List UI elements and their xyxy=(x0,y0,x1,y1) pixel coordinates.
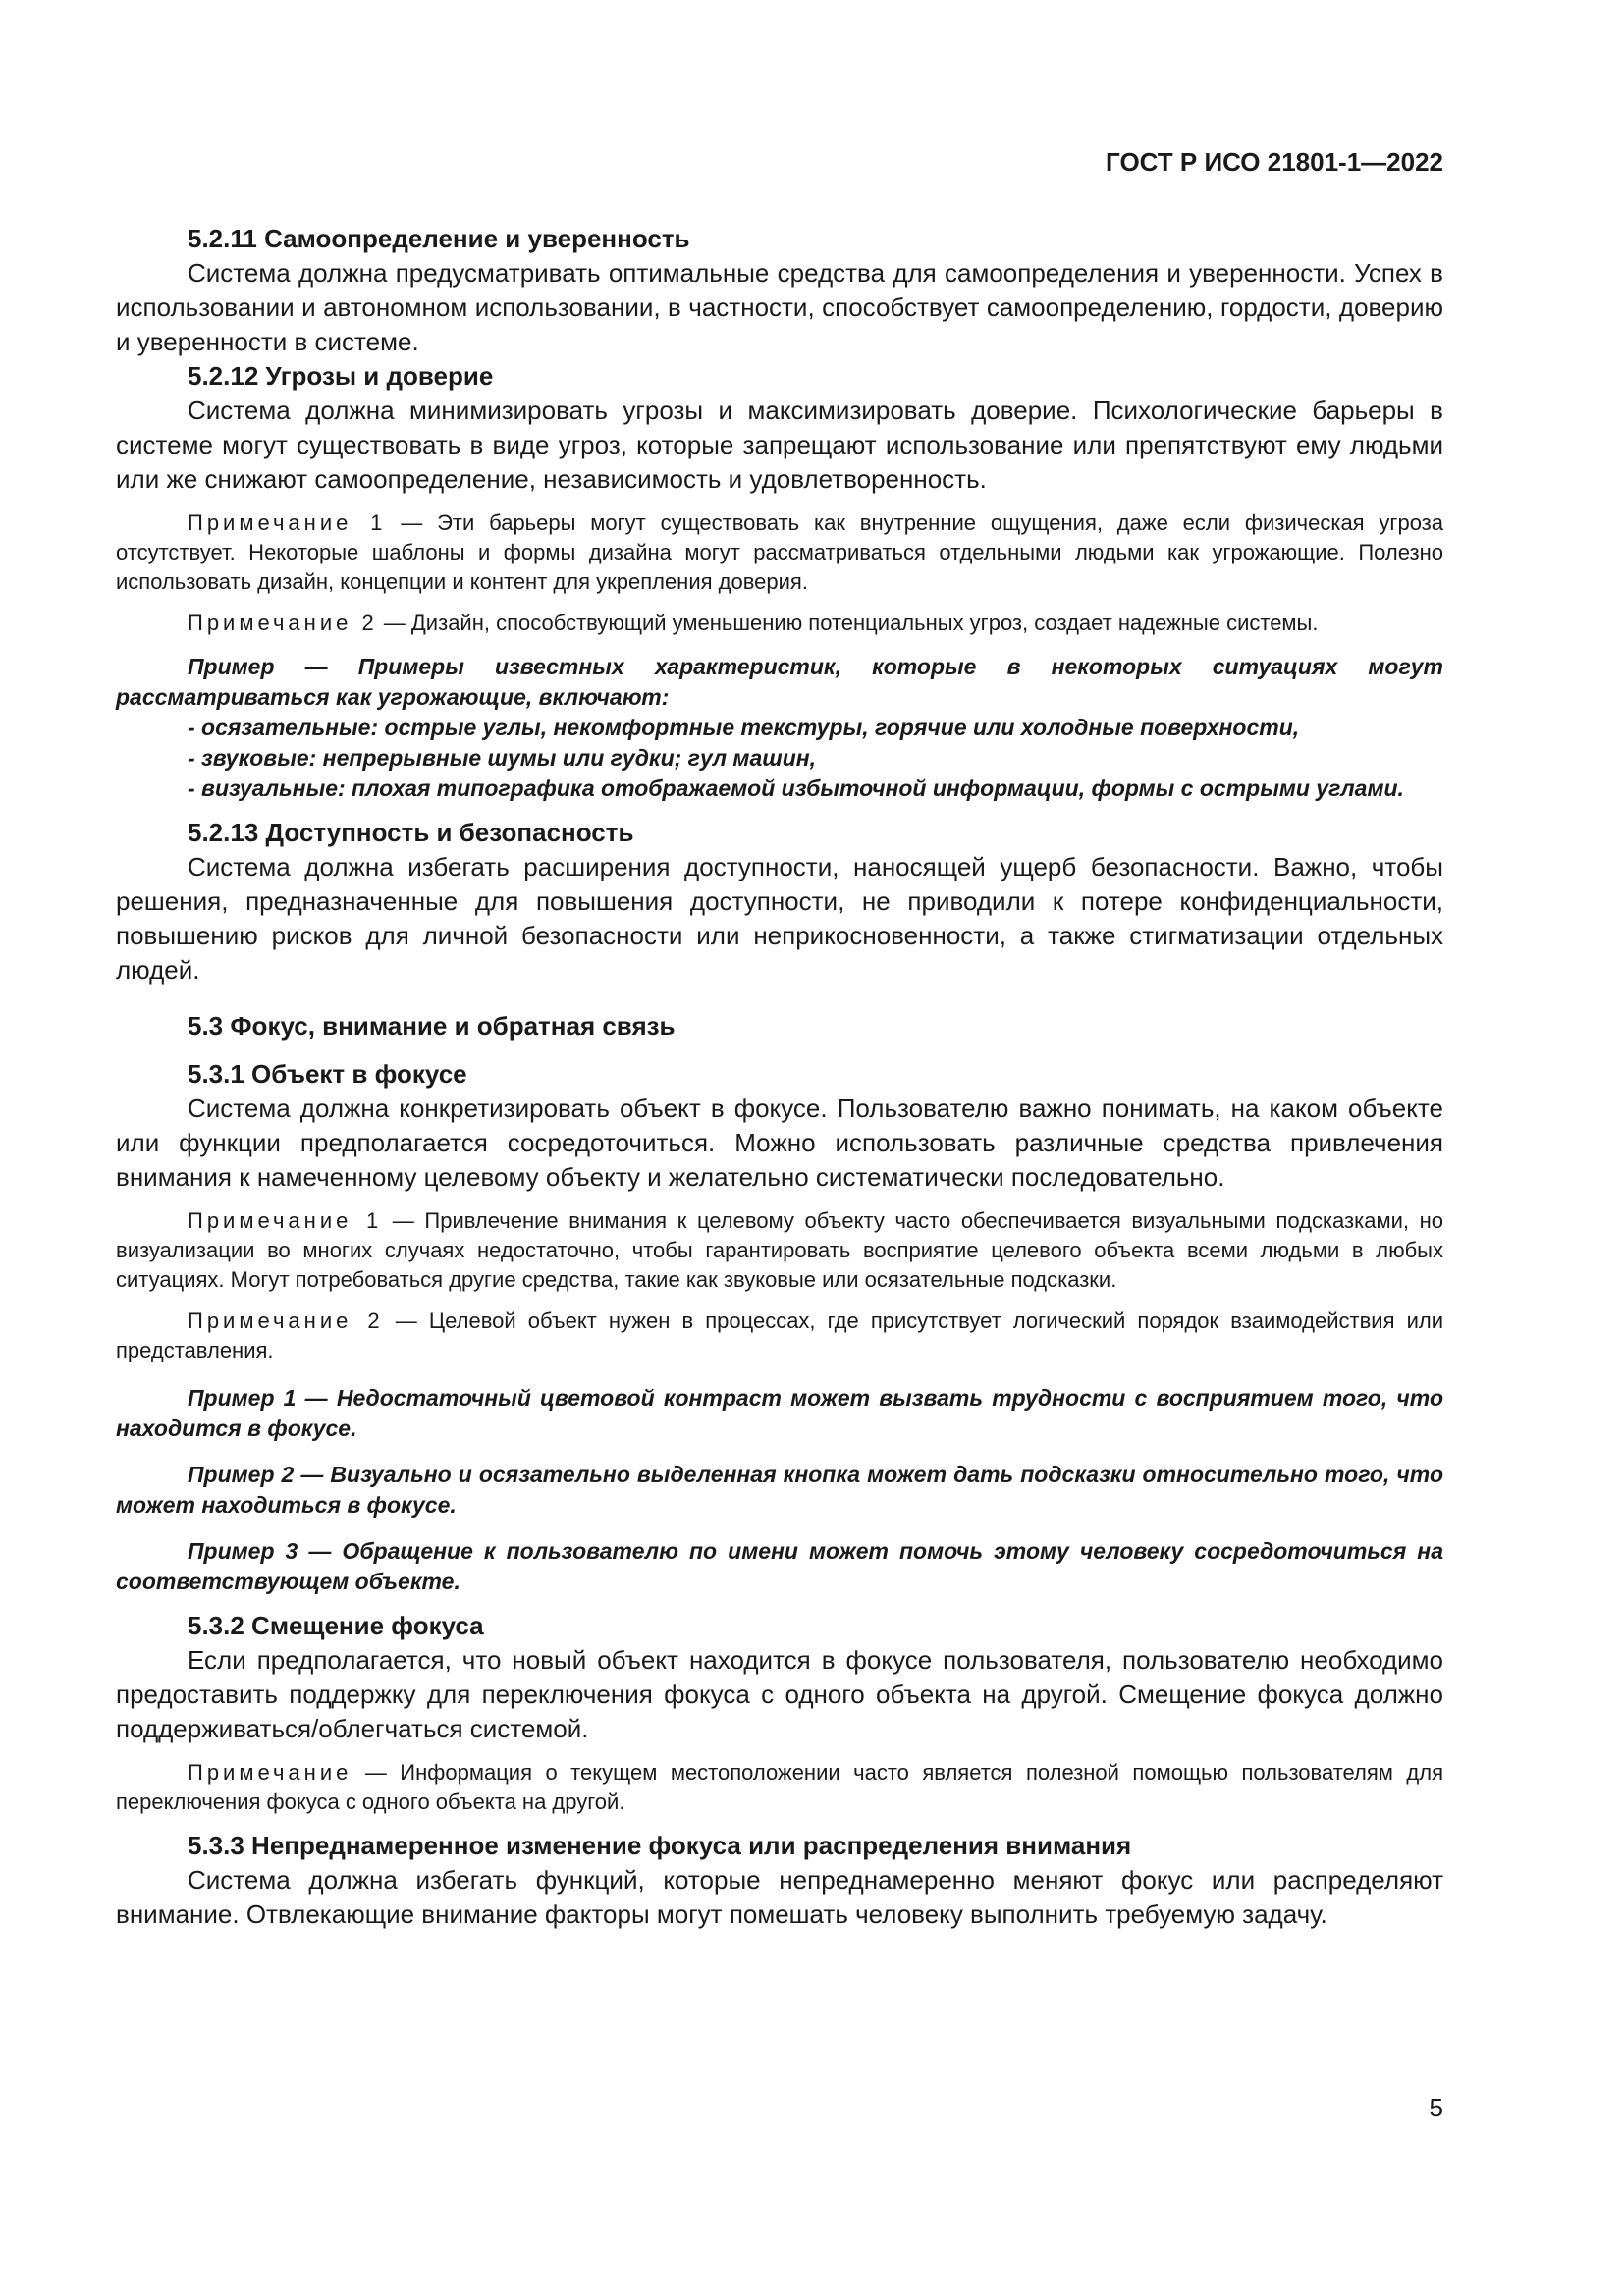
page-number: 5 xyxy=(1429,2093,1443,2122)
example-item: - осязательные: острые углы, некомфортные текстуры, горячие или холодные поверхности, xyxy=(188,715,1300,740)
heading-5-2-11: 5.2.11 Самоопределение и уверенность xyxy=(188,224,690,253)
note-text: — Дизайн, способствующий уменьшению потенциальных угроз, создает надежные системы. xyxy=(377,611,1319,635)
para-5-3-2: Если предполагается, что новый объект находится в фокусе пользователя, пользователю необходимо предоставить поддержку для переключения фокуса с одного объекта на другой. Смещение фокуса должно поддерживаться/облегчаться системой. xyxy=(116,1645,1443,1743)
page-content xyxy=(116,222,1443,1932)
note-label: Примечание 2 xyxy=(188,1308,384,1333)
example-5-2-12: Пример — Примеры известных характеристик, которые в некоторых ситуациях могут рассматриваться как угрожающие, включают: xyxy=(116,654,1443,710)
note-label: Примечание 1 xyxy=(188,510,387,535)
heading-5-3: 5.3 Фокус, внимание и обратная связь xyxy=(188,1011,676,1041)
note-5-3-1-2 xyxy=(116,1307,1443,1365)
note-5-2-12-1 xyxy=(116,508,1443,597)
note-text: — Эти барьеры могут существовать как внутренние ощущения, даже если физическая угроза отсутствует. Некоторые шаблоны и формы дизайна могут рассматриваться отдельными людьми как угрожающие. Полезно использовать дизайн, концепции и контент для укрепления доверия. xyxy=(116,510,1444,594)
heading-5-2-12: 5.2.12 Угрозы и доверие xyxy=(188,361,494,391)
para-5-3-3: Система должна избегать функций, которые непреднамеренно меняют фокус или распределяют внимание. Отвлекающие внимание факторы могут помешать человеку выполнить требуемую задачу. xyxy=(116,1865,1443,1929)
example-item: - звуковые: непрерывные шумы или гудки; гул машин, xyxy=(188,745,817,771)
heading-5-2-13: 5.2.13 Доступность и безопасность xyxy=(188,818,634,847)
note-5-2-12-2 xyxy=(116,609,1443,638)
note-5-3-1-1 xyxy=(116,1206,1443,1295)
heading-5-3-1: 5.3.1 Объект в фокусе xyxy=(188,1059,467,1089)
note-text: — Привлечение внимания к целевому объекту часто обеспечивается визуальными подсказками, но визуализации во многих случаях недостаточно, чтобы гарантировать восприятие целевого объекта всеми людьми в любых ситуациях. Могут потребоваться другие средства, такие как звуковые или осязательные подсказки. xyxy=(116,1208,1443,1292)
heading-5-3-2: 5.3.2 Смещение фокуса xyxy=(188,1611,484,1640)
para-5-2-11: Система должна предусматривать оптимальные средства для самоопределения и уверенности. Успех в использовании и автономном использовании, в частности, способствует самоопределению, гордости, доверию и уверенности в системе. xyxy=(116,258,1443,356)
example-5-3-1-2: Пример 2 — Визуально и осязательно выделенная кнопка может дать подсказки относительно того, что может находиться в фокусе. xyxy=(116,1462,1443,1518)
heading-5-3-3: 5.3.3 Непреднамеренное изменение фокуса или распределения внимания xyxy=(188,1831,1132,1860)
note-label: Примечание xyxy=(188,1760,352,1785)
document-id: ГОСТ Р ИСО 21801-1—2022 xyxy=(1106,147,1443,177)
example-5-3-1-1: Пример 1 — Недостаточный цветовой контраст может вызвать трудности с восприятием того, что находится в фокусе. xyxy=(116,1385,1443,1441)
note-text: — Целевой объект нужен в процессах, где присутствует логический порядок взаимодействия или представления. xyxy=(116,1308,1444,1362)
note-label: Примечание 2 xyxy=(188,611,378,635)
para-5-2-12: Система должна минимизировать угрозы и максимизировать доверие. Психологические барьеры в системе могут существовать в виде угроз, которые запрещают использование или препятствуют ему людьми или же снижают самоопределение, независимость и удовлетворенность. xyxy=(116,396,1443,494)
para-5-2-13: Система должна избегать расширения доступности, наносящей ущерб безопасности. Важно, чтобы решения, предназначенные для повышения доступности, не приводили к потере конфиденциальности, повышению рисков для личной безопасности или неприкосновенности, а также стигматизации отдельных людей. xyxy=(116,852,1443,985)
note-5-3-2 xyxy=(116,1758,1443,1817)
example-5-3-1-3: Пример 3 — Обращение к пользователю по имени может помочь этому человеку сосредоточиться на соответствующем объекте. xyxy=(116,1538,1443,1594)
example-item: - визуальные: плохая типографика отображаемой избыточной информации, формы с острыми углами. xyxy=(188,775,1404,801)
note-label: Примечание 1 xyxy=(188,1208,383,1233)
para-5-3-1: Система должна конкретизировать объект в фокусе. Пользователю важно понимать, на каком объекте или функции предполагается сосредоточиться. Можно использовать различные средства привлечения внимания к намеченному целевому объекту и желательно систематически последовательно. xyxy=(116,1094,1443,1192)
note-text: — Информация о текущем местоположении часто является полезной помощью пользователям для переключения фокуса с одного объекта на другой. xyxy=(116,1760,1443,1814)
